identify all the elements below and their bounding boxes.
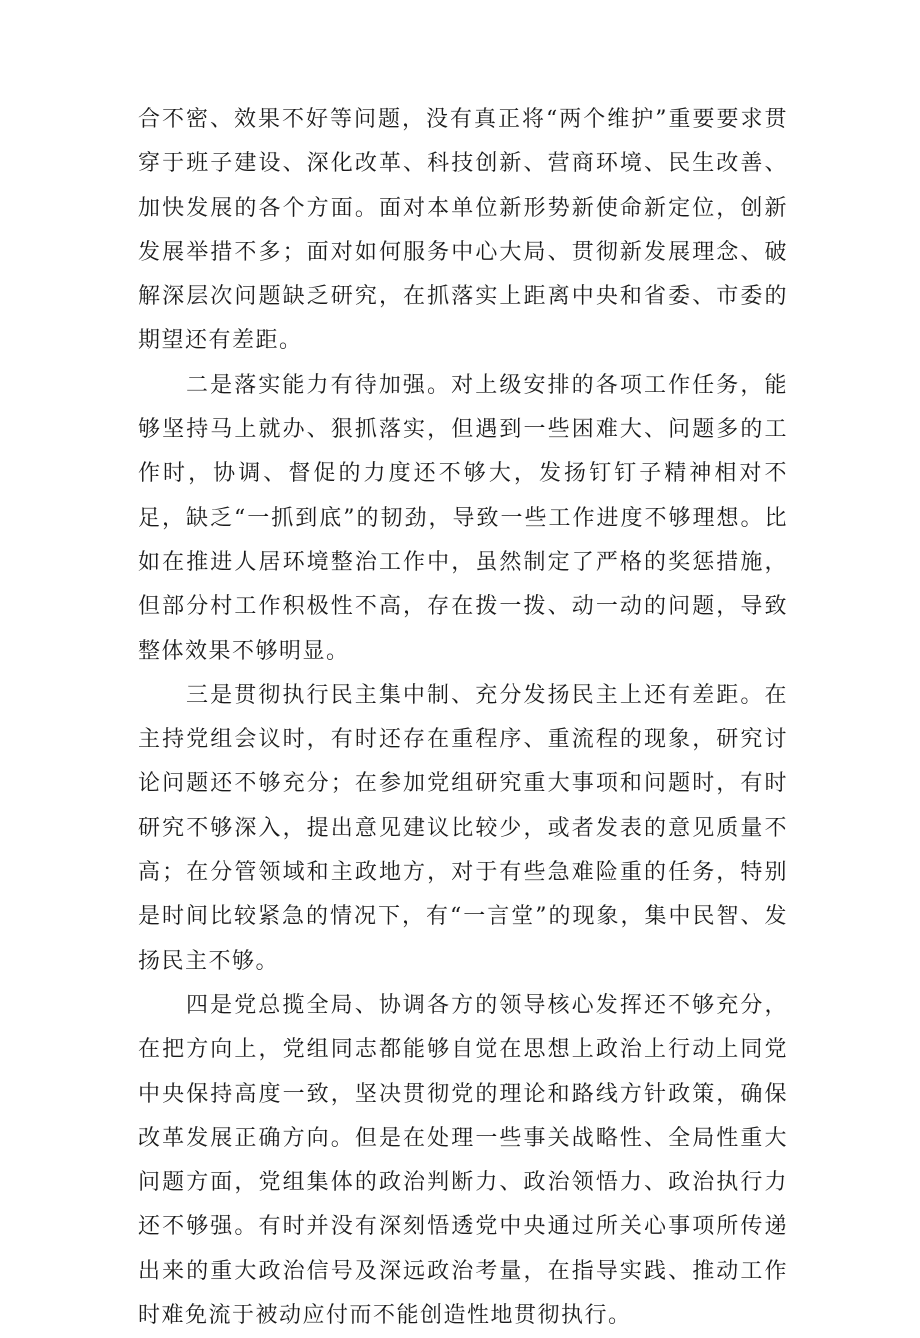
paragraph-democratic-centralism: 三是贯彻执行民主集中制、充分发扬民主上还有差距。在主持党组会议时，有时还存在重程序、重流程的现象，研究讨论问题还不够充分；在参加党组研究重大事项和问题时，有时研究不够深入，提出意见建议比较少，或者发表的意见质量不高；在分管领域和主政地方，对于有些急难险重的任务，特别是时间比较紧急的情况下，有“一言堂”的现象，集中民智、发扬民主不够。 — [138, 682, 788, 974]
document-page — [138, 98, 788, 1338]
paragraph-implementation-ability: 二是落实能力有待加强。对上级安排的各项工作任务，能够坚持马上就办、狠抓落实，但遇到一些困难大、问题多的工作时，协调、督促的力度还不够大，发扬钉钉子精神相对不足，缺乏“一抓到底”的韧劲，导致一些工作进度不够理想。比如在推进人居环境整治工作中，虽然制定了严格的奖惩措施，但部分村工作积极性不高，存在拨一拨、动一动的问题，导致整体效果不够明显。 — [138, 372, 788, 664]
paragraph-leadership-core: 四是党总揽全局、协调各方的领导核心发挥还不够充分，在把方向上，党组同志都能够自觉在思想上政治上行动上同党中央保持高度一致，坚决贯彻党的理论和路线方针政策，确保改革发展正确方向。但是在处理一些事关战略性、全局性重大问题方面，党组集体的政治判断力、政治领悟力、政治执行力还不够强。有时并没有深刻悟透党中央通过所关心事项所传递出来的重大政治信号及深远政治考量，在指导实践、推动工作时难免流于被动应付而不能创造性地贯彻执行。 — [138, 992, 788, 1329]
paragraph-continued: 合不密、效果不好等问题，没有真正将“两个维护”重要要求贯穿于班子建设、深化改革、科技创新、营商环境、民生改善、加快发展的各个方面。面对本单位新形势新使命新定位，创新发展举措不多；面对如何服务中心大局、贯彻新发展理念、破解深层次问题缺乏研究，在抓落实上距离中央和省委、市委的期望还有差距。 — [138, 107, 788, 354]
